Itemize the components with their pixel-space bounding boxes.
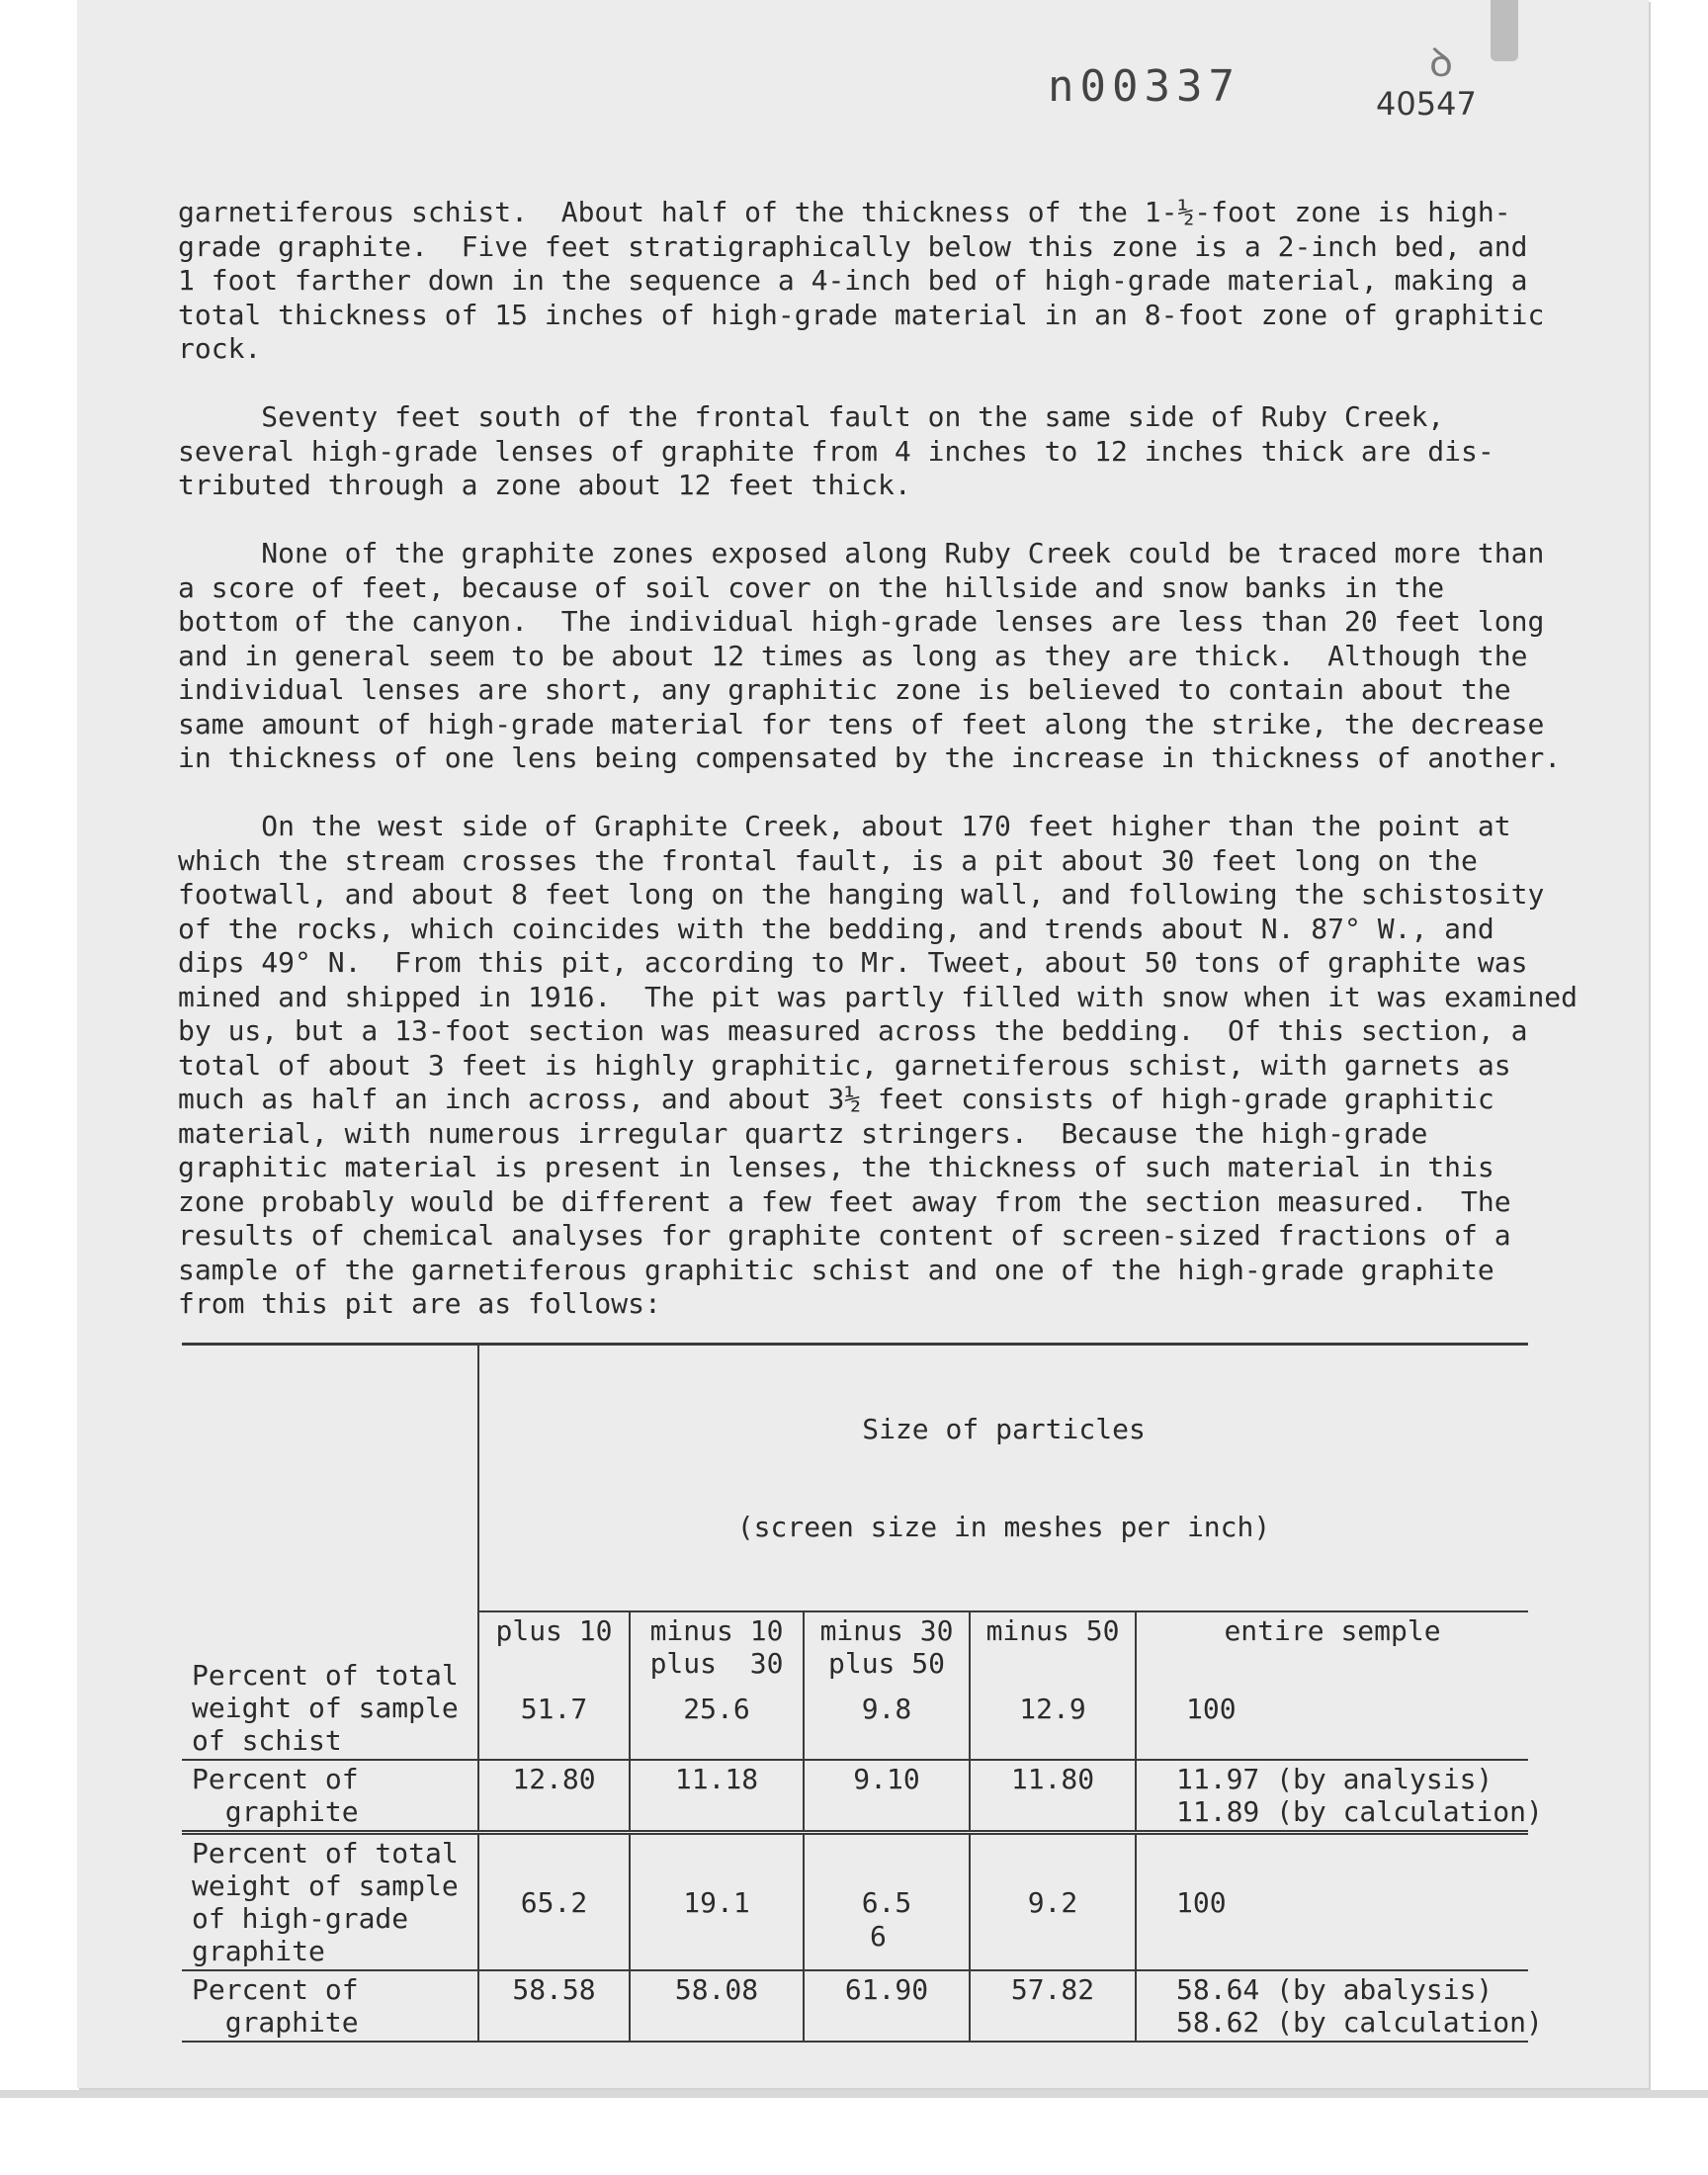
page-number: 6 <box>870 1920 887 1953</box>
column-header: entire semple <box>1224 1614 1441 1647</box>
text-line: None of the graphite zones exposed along Ruby Creek could be traced more than <box>178 537 1545 569</box>
size-of-particles-header <box>478 1345 1528 1612</box>
text-line: rock. <box>178 332 262 365</box>
text-line: garnetiferous schist. About half of the thickness of the 1-½-foot zone is high- <box>178 196 1511 228</box>
text-line: bottom of the canyon. The individual high-grade lenses are less than 20 feet long <box>178 605 1545 638</box>
table-row-graphite-content <box>182 1970 1528 2042</box>
cell-value: 9.8 <box>861 1693 912 1725</box>
table-cell: 9.10 <box>804 1760 970 1833</box>
group-header-line1: Size of particles <box>862 1413 1146 1445</box>
reference-number: 40547 <box>1376 85 1477 123</box>
cell-value: 12.9 <box>1019 1693 1086 1725</box>
table-cell: 58.58 <box>478 1970 630 2042</box>
text-line: dips 49° N. From this pit, according to Mr. Tweet, about 50 tons of graphite was <box>178 946 1528 979</box>
table-cell <box>630 1611 804 1760</box>
text-line: a score of feet, because of soil cover on the hillside and snow banks in the <box>178 570 1445 604</box>
page-edge-divider <box>0 2090 1708 2098</box>
table-row-schist-weight <box>182 1611 1528 1760</box>
column-header: plus 10 <box>495 1614 613 1647</box>
table-cell: 19.1 <box>630 1833 804 1971</box>
column-header: minus 10 plus 30 <box>649 1614 784 1680</box>
text-line: results of chemical analyses for graphite content of screen-sized fractions of a <box>178 1219 1511 1252</box>
row-label: Percent of graphite <box>182 1760 478 1833</box>
paragraph-1 <box>178 196 1545 367</box>
paper-clip-shadow <box>1491 0 1518 61</box>
text-line: Seventy feet south of the frontal fault on the same side of Ruby Creek, <box>178 400 1445 433</box>
text-line: footwall, and about 8 feet long on the hanging wall, and following the schistosity <box>178 878 1545 911</box>
text-line: and in general seem to be about 12 times as long as they are thick. Although the <box>178 639 1528 672</box>
table-cell: 61.90 <box>804 1970 970 2042</box>
text-line: by us, but a 13-foot section was measured across the bedding. Of this section, a <box>178 1014 1528 1047</box>
graphite-analysis-table <box>182 1343 1543 2043</box>
text-line: in thickness of one lens being compensated by the increase in thickness of another. <box>178 741 1562 774</box>
text-line: several high-grade lenses of graphite from 4 inches to 12 inches thick are dis- <box>178 434 1494 468</box>
group-header-line2: (screen size in meshes per inch) <box>736 1511 1271 1543</box>
cell-value: 25.6 <box>683 1693 750 1725</box>
table-cell <box>970 1611 1136 1760</box>
text-line: On the west side of Graphite Creek, about 170 feet higher than the point at <box>178 810 1511 842</box>
row-label: Percent of total weight of sample of high-grade graphite <box>182 1833 478 1971</box>
table-cell: 11.97 (by analysis) 11.89 (by calculation) <box>1136 1760 1528 1833</box>
column-header: minus 30 plus 50 <box>819 1614 954 1680</box>
text-line: total of about 3 feet is highly graphitic, garnetiferous schist, with garnets as <box>178 1048 1511 1082</box>
cell-value: 100 <box>1186 1693 1237 1725</box>
table-cell: 57.82 <box>970 1970 1136 2042</box>
table-row-schist-graphite <box>182 1760 1528 1833</box>
paragraph-4 <box>178 810 1579 1322</box>
table-cell <box>478 1611 630 1760</box>
paragraph-2 <box>178 400 1542 503</box>
text-line: grade graphite. Five feet stratigraphically below this zone is a 2-inch bed, and <box>178 229 1528 263</box>
table-cell: 58.64 (by abalysis) 58.62 (by calculation) <box>1136 1970 1528 2042</box>
text-line: mined and shipped in 1916. The pit was partly filled with snow when it was examined <box>178 980 1579 1013</box>
body-text <box>178 196 1579 1355</box>
paragraph-3 <box>178 537 1562 776</box>
table-cell: 11.18 <box>630 1760 804 1833</box>
table-cell: 12.80 <box>478 1760 630 1833</box>
text-line: which the stream crosses the frontal fault, is a pit about 30 feet long on the <box>178 843 1478 877</box>
table-cell: 9.2 <box>970 1833 1136 1971</box>
table-cell: 11.80 <box>970 1760 1136 1833</box>
text-line: graphitic material is present in lenses, the thickness of such material in this <box>178 1151 1494 1183</box>
table-cell: 100 <box>1136 1833 1528 1971</box>
text-line: from this pit are as follows: <box>178 1287 661 1320</box>
table-corner-cell <box>182 1345 478 1612</box>
staple-mark-icon: ꝺ <box>1429 41 1453 86</box>
text-line: of the rocks, which coincides with the bedding, and trends about N. 87° W., and <box>178 912 1494 945</box>
row-label: Percent of graphite <box>182 1970 478 2042</box>
table-cell: 6.5 <box>804 1833 970 1971</box>
column-header: minus 50 <box>985 1614 1120 1647</box>
table-cell <box>804 1611 970 1760</box>
text-line: sample of the garnetiferous graphitic schist and one of the high-grade graphite <box>178 1253 1494 1286</box>
cell-value: 51.7 <box>520 1693 588 1725</box>
text-line: same amount of high-grade material for tens of feet along the strike, the decrease <box>178 707 1545 740</box>
table-row-graphite-weight <box>182 1833 1528 1971</box>
text-line: zone probably would be different a few feet away from the section measured. The <box>178 1184 1511 1218</box>
document-number: n00337 <box>1048 61 1240 112</box>
table-group-header-row <box>182 1345 1528 1612</box>
table-cell: 65.2 <box>478 1833 630 1971</box>
row-label: Percent of total weight of sample of schist <box>182 1611 478 1760</box>
text-line: material, with numerous irregular quartz stringers. Because the high-grade <box>178 1116 1428 1150</box>
text-line: tributed through a zone about 12 feet thick. <box>178 469 911 501</box>
table-cell: 58.08 <box>630 1970 804 2042</box>
text-line: individual lenses are short, any graphitic zone is believed to contain about the <box>178 673 1511 706</box>
text-line: total thickness of 15 inches of high-grade material in an 8-foot zone of graphitic <box>178 298 1545 331</box>
text-line: 1 foot farther down in the sequence a 4-inch bed of high-grade material, making a <box>178 264 1528 297</box>
text-line: much as half an inch across, and about 3½ feet consists of high-grade graphitic <box>178 1083 1494 1115</box>
table-cell <box>1136 1611 1528 1760</box>
